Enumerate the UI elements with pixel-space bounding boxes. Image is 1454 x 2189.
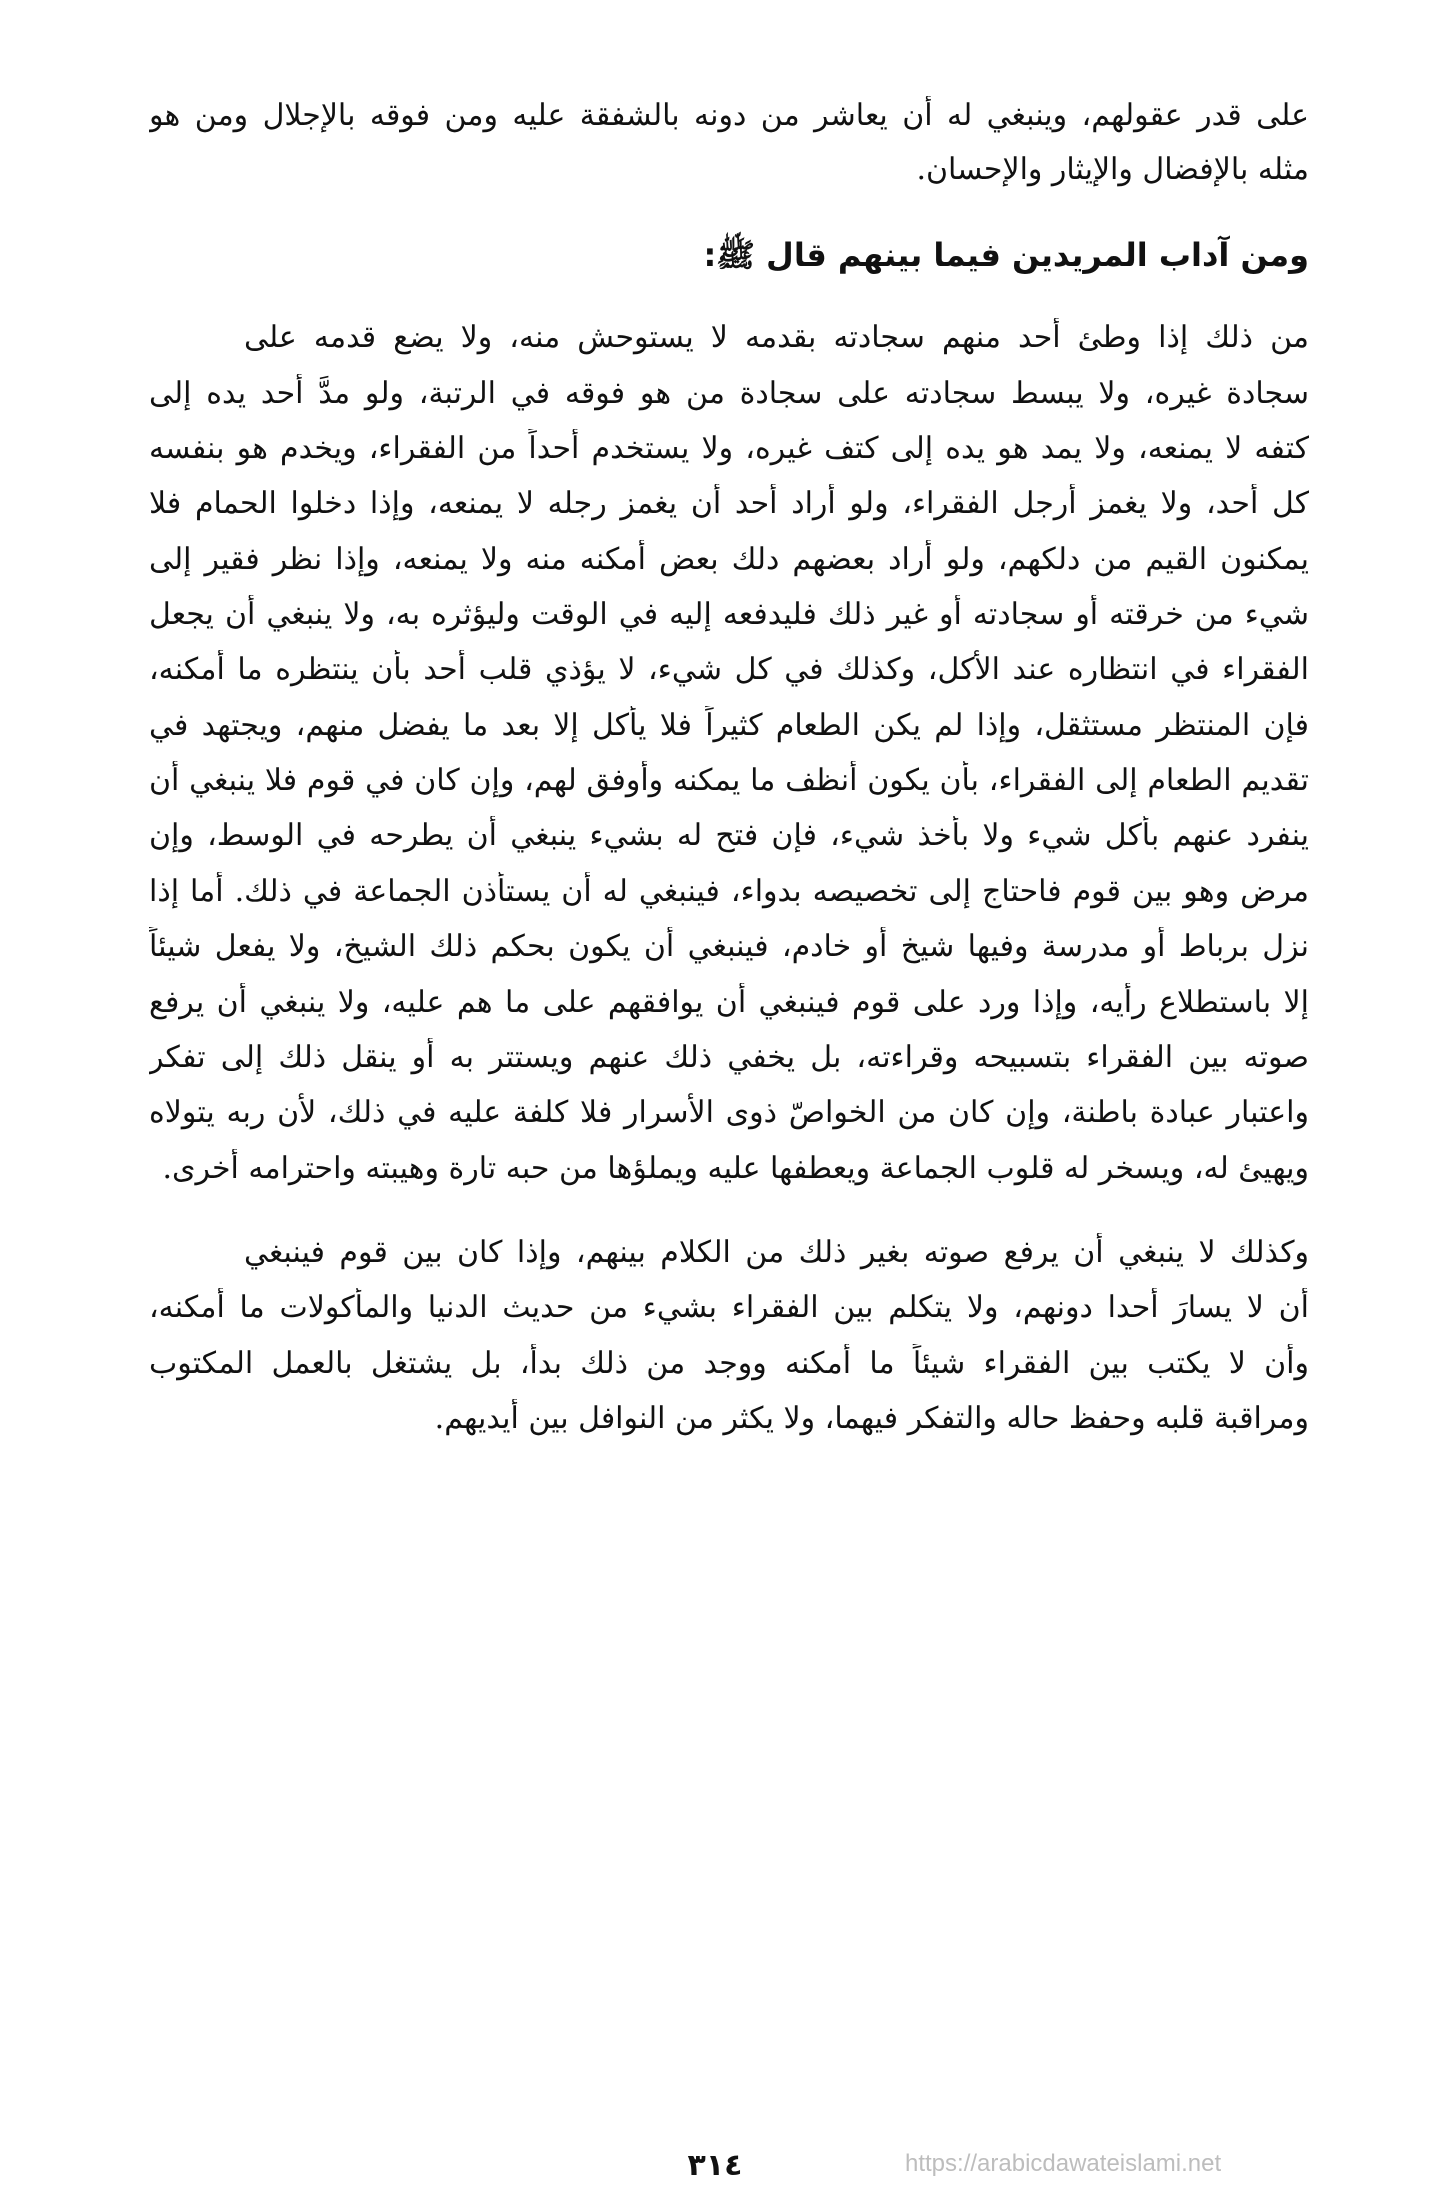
intro-line-2: مثله بالإفضال والإيثار والإحسان. — [916, 152, 1309, 187]
paragraph1-line: صوته بين الفقراء بتسبيحه وقراءته، بل يخفي ذلك عنهم ويستتر به أو ينقل ذلك إلى تفكر — [149, 1040, 1309, 1075]
paragraph1-line: شيء من خرقته أو سجادته أو غير ذلك فليدفعه إليه في الوقت وليؤثره به، ولا ينبغي أن يجعل — [149, 597, 1309, 632]
paragraph1-line: فإن المنتظر مستثقل، وإذا لم يكن الطعام كثيراً فلا يأكل إلا بعد ما يفضل منهم، ويجتهد في — [149, 708, 1309, 743]
paragraph2-line: ومراقبة قلبه وحفظ حاله والتفكر فيهما، ولا يكثر من النوافل بين أيديهم. — [434, 1401, 1309, 1436]
paragraph1-line: من ذلك إذا وطئ أحد منهم سجادته بقدمه لا يستوحش منه، ولا يضع قدمه على — [244, 320, 1309, 355]
paragraph1-line: تقديم الطعام إلى الفقراء، بأن يكون أنظف ما يمكنه وأوفق لهم، وإن كان في قوم فلا ينبغي أن — [149, 763, 1309, 798]
paragraph1-line: كل أحد، ولا يغمز أرجل الفقراء، ولو أراد أحد أن يغمز رجله لا يمنعه، وإذا دخلوا الحمام فلا — [149, 486, 1309, 521]
paragraph1-line: كتفه لا يمنعه، ولا يمد هو يده إلى كتف غيره، ولا يستخدم أحداً من الفقراء، ويخدم هو بنفسه — [149, 431, 1309, 466]
paragraph1-line: ينفرد عنهم بأكل شيء ولا بأخذ شيء، فإن فتح له بشيء ينبغي أن يطرحه في الوسط، وإن — [149, 818, 1309, 853]
paragraph1-line: يمكنون القيم من دلكهم، ولو أراد بعضهم دلك بعض أمكنه منه ولا يمنعه، وإذا نظر فقير إلى — [149, 542, 1309, 577]
paragraph1-line: سجادة غيره، ولا يبسط سجادته على سجادة من هو فوقه في الرتبة، ولو مدَّ أحد يده إلى — [149, 376, 1309, 411]
watermark-url: https://arabicdawateislami.net — [905, 2150, 1222, 2177]
paragraph2-line: أن لا يسارَ أحدا دونهم، ولا يتكلم بين الفقراء بشيء من حديث الدنيا والمأكولات ما أمكنه، — [149, 1290, 1309, 1325]
page-number: ٣١٤ — [687, 2148, 743, 2183]
paragraph1-line: نزل برباط أو مدرسة وفيها شيخ أو خادم، فينبغي أن يكون بحكم ذلك الشيخ، ولا يفعل شيئاً — [149, 929, 1309, 964]
section-heading: ومن آداب المريدين فيما بينهم قال ﷺ: — [703, 236, 1309, 274]
intro-line-1: على قدر عقولهم، وينبغي له أن يعاشر من دونه بالشفقة عليه ومن فوقه بالإجلال ومن هو — [149, 98, 1309, 133]
paragraph1-line: واعتبار عبادة باطنة، وإن كان من الخواصّ ذوى الأسرار فلا كلفة عليه في ذلك، لأن ربه يتولاه — [149, 1095, 1309, 1130]
paragraph1-line: الفقراء في انتظاره عند الأكل، وكذلك في كل شيء، لا يؤذي قلب أحد بأن ينتظره ما أمكنه، — [149, 652, 1309, 687]
paragraph2-line: وكذلك لا ينبغي أن يرفع صوته بغير ذلك من الكلام بينهم، وإذا كان بين قوم فينبغي — [244, 1235, 1309, 1270]
paragraph1-line: إلا باستطلاع رأيه، وإذا ورد على قوم فينبغي أن يوافقهم على ما هم عليه، ولا ينبغي أن يرفع — [149, 985, 1309, 1020]
paragraph2-line: وأن لا يكتب بين الفقراء شيئاً ما أمكنه ووجد من ذلك بدأ، بل يشتغل بالعمل المكتوب — [149, 1346, 1309, 1381]
paragraph1-line: مرض وهو بين قوم فاحتاج إلى تخصيصه بدواء، فينبغي له أن يستأذن الجماعة في ذلك. أما إذا — [149, 874, 1309, 909]
paragraph1-line: ويهيئ له، ويسخر له قلوب الجماعة ويعطفها عليه ويملؤها من حبه تارة وهيبته واحترامه أخرى. — [162, 1151, 1309, 1186]
